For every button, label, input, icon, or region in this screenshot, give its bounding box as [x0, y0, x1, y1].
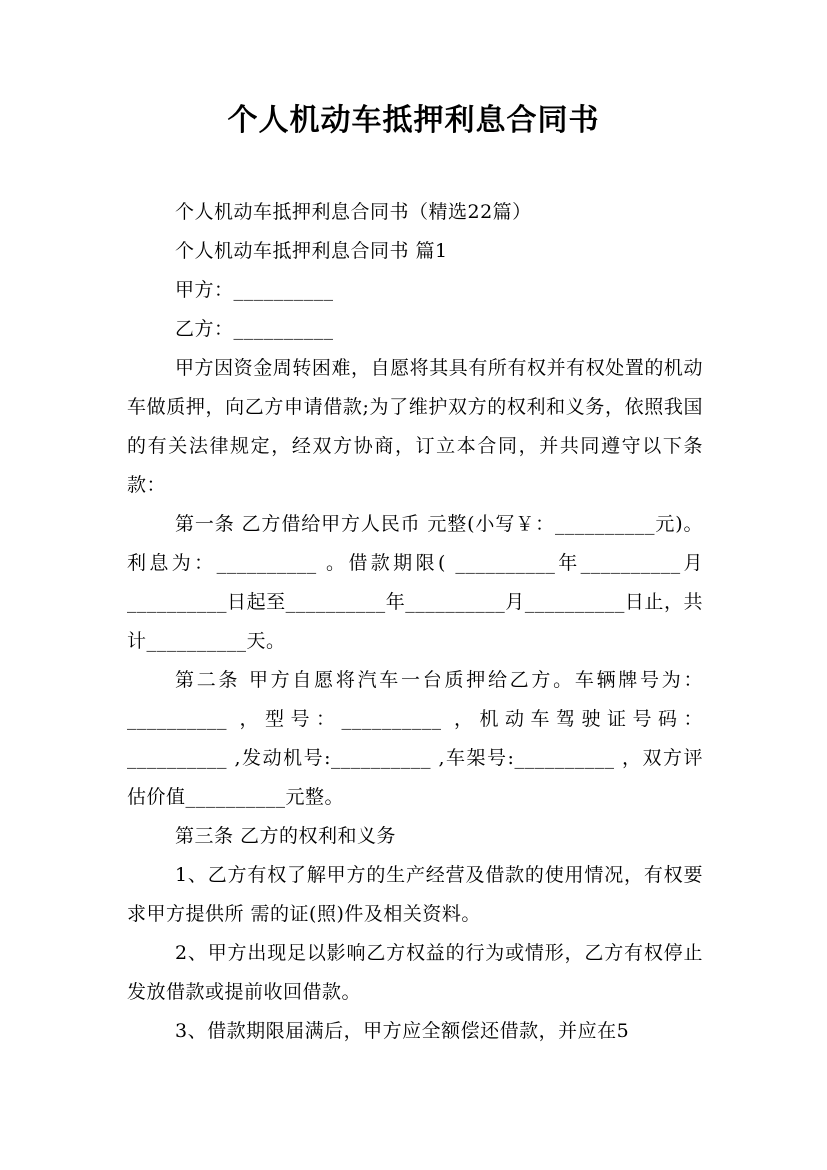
clause-3-item-3: 3、借款期限届满后，甲方应全额偿还借款，并应在5	[175, 1020, 630, 1042]
party-b-line: 乙方：__________	[175, 318, 334, 340]
clause-2: 第二条 甲方自愿将汽车一台质押给乙方。车辆牌号为：__________ ，型号：__________ ，机动车驾驶证号码：__________ ,发动机号:__________ ,车架号:__________ ，双方评估价值__________元整。	[127, 669, 703, 808]
paragraph-intro: 甲方因资金周转困难，自愿将其具有所有权并有权处置的机动车做质押，向乙方申请借款;为了维护双方的权利和义务，依照我国的有关法律规定，经双方协商，订立本合同，并共同遵守以下条款：	[127, 357, 703, 496]
party-a-line: 甲方：__________	[175, 279, 334, 301]
section-heading: 个人机动车抵押利息合同书 篇1	[175, 240, 448, 262]
clause-3-heading: 第三条 乙方的权利和义务	[175, 825, 397, 847]
clause-1: 第一条 乙方借给甲方人民币 元整(小写￥：__________元)。利息为：__________ 。借款期限( __________年__________月__________日起至__________年__________月__________日止，共计__________天。	[127, 513, 703, 652]
clause-3-item-2: 2、甲方出现足以影响乙方权益的行为或情形，乙方有权停止发放借款或提前收回借款。	[127, 942, 703, 1003]
document-title: 个人机动车抵押利息合同书	[227, 103, 600, 138]
clause-3-item-1: 1、乙方有权了解甲方的生产经营及借款的使用情况，有权要求甲方提供所 需的证(照)件及相关资料。	[127, 864, 703, 925]
document-subtitle: 个人机动车抵押利息合同书（精选22篇）	[175, 201, 532, 223]
document-body	[127, 193, 703, 1051]
